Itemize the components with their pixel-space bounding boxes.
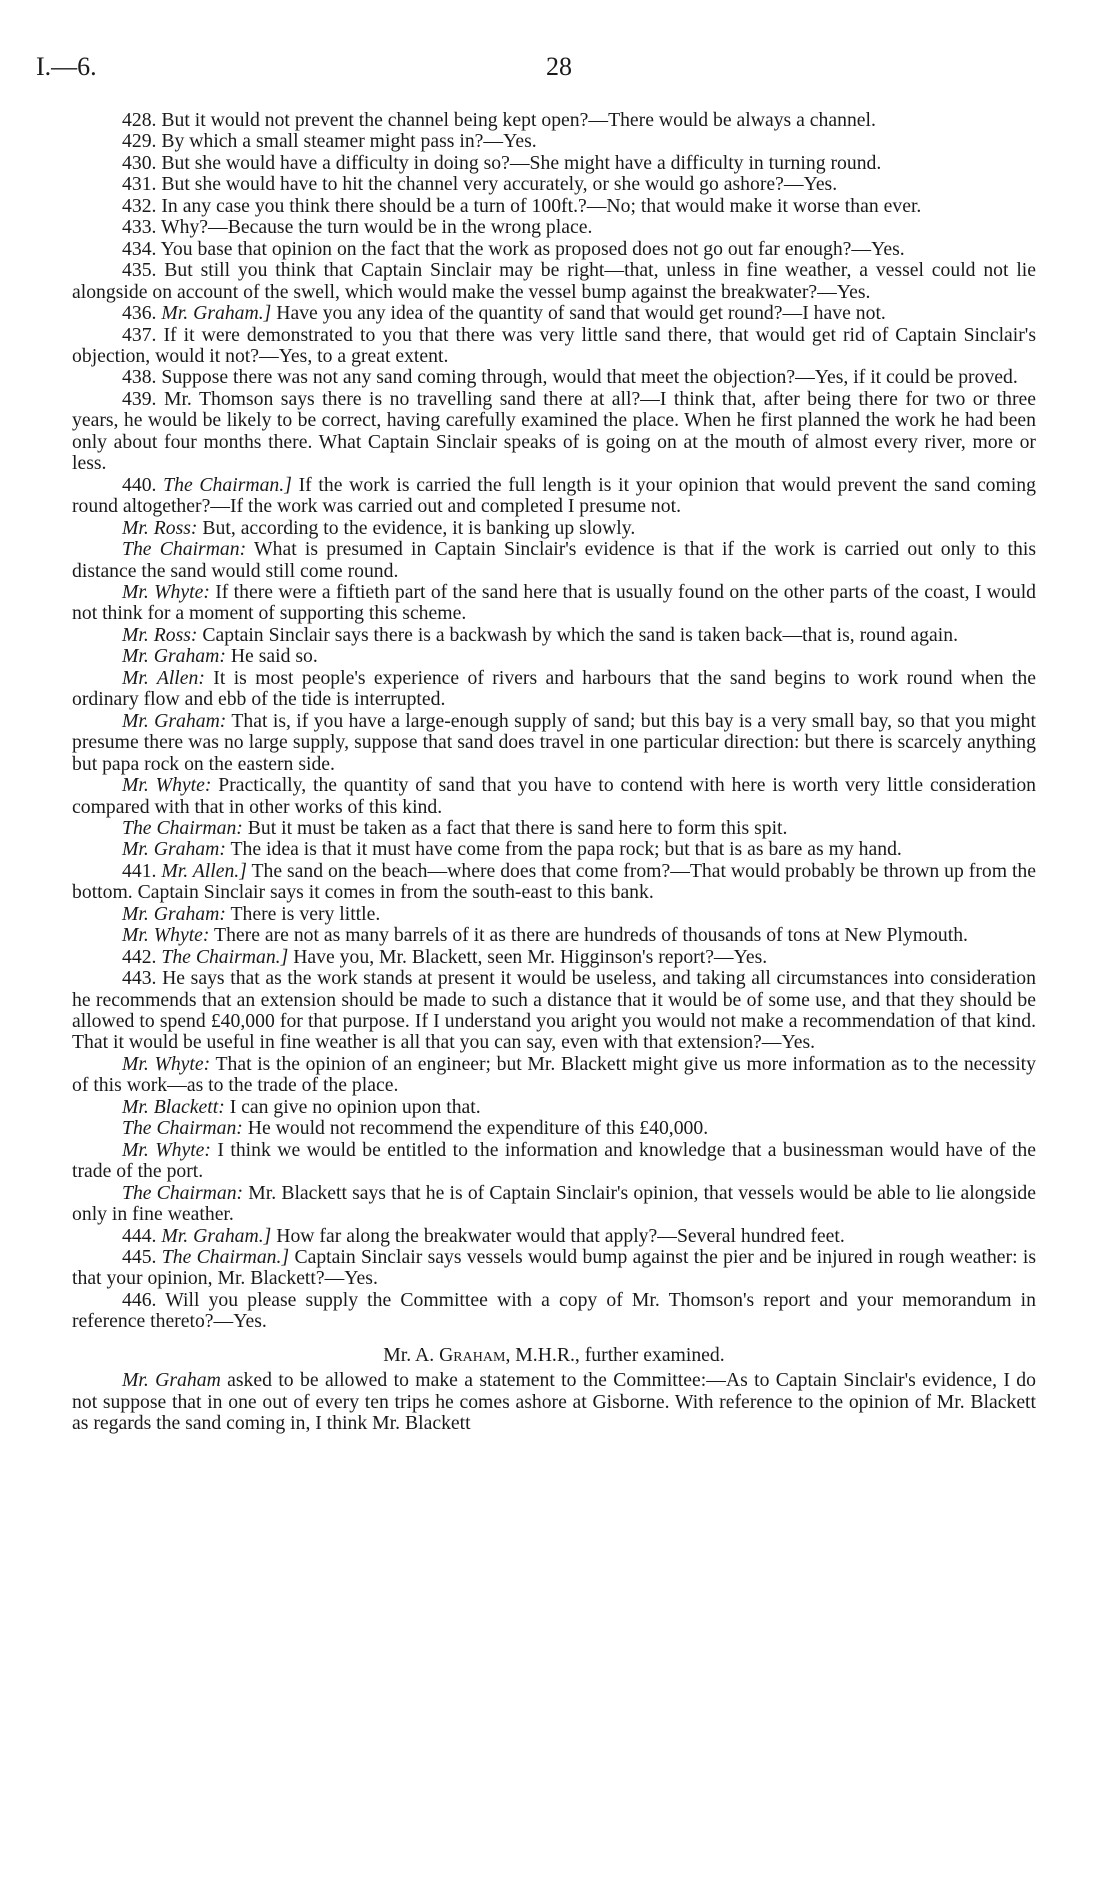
paragraph-text: If there were a fiftieth part of the sand here that is usually found on the other parts of the coast, I would not think for a moment of supporting this scheme. [72,580,1037,625]
paragraph-text: But it would not prevent the channel being kept open?—There would be always a channel. [161,109,876,131]
question-number: 441. [122,859,157,882]
question-number: 443. [122,967,157,990]
speaker-label: Mr. Ross: [122,623,198,646]
question-number: 444. [122,1224,157,1247]
paragraph-text: In any case you think there should be a turn of 100ft.?—No; that would make it worse than ever. [161,194,922,217]
closing-paragraph [72,1370,1036,1434]
speaker-label: Mr. Graham: [122,838,226,861]
paragraph-text: That is the opinion of an engineer; but Mr. Blackett might give us more information as to the necessity of this work—as to the trade of the place. [72,1052,1036,1097]
paragraph-text: Why?—Because the turn would be in the wrong place. [161,216,593,239]
page-number: 28 [546,52,572,81]
evidence-paragraph [72,539,1036,582]
paragraph-text: Captain Sinclair says vessels would bump against the pier and be injured in rough weather: is that your opinion, Mr. Blackett?—Yes. [72,1246,1037,1290]
paragraph-text: There is very little. [230,902,381,925]
question-number: 428. [122,109,157,131]
evidence-paragraph [72,1247,1036,1290]
speaker-label: Mr. Blackett: [122,1095,225,1118]
question-number: 446. [122,1288,157,1311]
paragraph-text: That is, if you have a large-enough supply of sand; but this bay is a very small bay, so that you might presume there was no large supply, suppose that sand does travel in one particular direction: but there is scarcely anything but papa rock on the eastern side. [72,709,1036,775]
paragraph-text: Suppose there was not any sand coming through, would that meet the objection?—Yes, if it could be proved. [161,366,1018,389]
paragraph-text: Practically, the quantity of sand that you have to contend with here is worth very little consideration compared with that in other works of this kind. [72,774,1037,818]
evidence-paragraph [72,1097,1036,1118]
evidence-paragraph [72,839,1036,860]
paragraph-text: What is presumed in Captain Sinclair's evidence is that if the work is carried out only to this distance the sand would still come round. [72,538,1036,582]
evidence-paragraph [72,1054,1036,1097]
speaker-label: Mr. Whyte: [122,1052,211,1075]
speaker-label: Mr. Whyte: [122,580,210,603]
question-number: 439. [122,387,157,410]
speaker-label: The Chairman: [122,1117,243,1140]
speaker-label: Mr. Graham [122,1369,221,1392]
paragraph-text: asked to be allowed to make a statement to the Committee:—As to Captain Sinclair's evidence, I do not suppose that in one out of every ten trips he comes ashore at Gisborne. With reference to the opinion of Mr. Blackett as regards the sand coming in, I think Mr. Blackett [72,1369,1036,1435]
speaker-label: The Chairman: [122,1181,244,1204]
paragraph-text: But she would have a difficulty in doing so?—She might have a difficulty in turning round. [161,151,882,174]
evidence-paragraph [72,174,1036,195]
evidence-paragraph [72,925,1036,946]
paragraph-text: Captain Sinclair says there is a backwash by which the sand is taken back—that is, round again. [202,623,958,646]
paragraph-text: I think we would be entitled to the information and knowledge that a businessman would have of the trade of the port. [72,1138,1037,1183]
evidence-paragraph [72,1140,1036,1183]
document-code: I.—6. [36,52,97,81]
evidence-paragraph [72,711,1036,775]
evidence-paragraph [72,625,1036,646]
evidence-paragraph [72,775,1036,818]
evidence-paragraph [72,1290,1036,1333]
speaker-label: Mr. Ross: [122,516,198,539]
speaker-label: The Chairman.] [163,473,292,496]
evidence-paragraph [72,260,1036,303]
page-body [72,110,1036,1435]
speaker-label: Mr. Graham: [122,645,226,668]
question-number: 433. [122,216,157,239]
evidence-paragraph [72,518,1036,539]
paragraph-text: But still you think that Captain Sinclair may be right—that, unless in fine weather, a vessel could not lie alongside on account of the swell, which would make the vessel bump against the breakwater?—Yes. [72,259,1037,303]
speaker-label: Mr. Allen: [122,666,205,689]
evidence-paragraphs [72,110,1036,1333]
speaker-label: The Chairman.] [161,1246,290,1269]
speaker-label: Mr. Graham.] [161,1224,272,1247]
page-header [36,44,1070,84]
question-number: 438. [122,366,157,389]
evidence-paragraph [72,153,1036,174]
question-number: 429. [122,130,157,153]
paragraph-text: Mr. Blackett says that he is of Captain Sinclair's opinion, that vessels would be able to lie alongside only in fine weather. [72,1181,1036,1226]
paragraph-text: He says that as the work stands at present it would be useless, and taking all circumstances into consideration he recommends that an extension should be made to such a distance that it would be of some use, and that they should be allowed to spend £40,000 for that purpose. If I understand you aright you would not make a recommendation of that kind. That it would be useful in fine weather is all that you can say, even with that extension?—Yes. [72,967,1036,1054]
paragraph-text: The idea is that it must have come from the papa rock; but that is as bare as my hand. [230,838,902,861]
question-number: 437. [122,323,157,346]
question-number: 440. [122,473,157,496]
evidence-paragraph [72,646,1036,667]
paragraph-text: I can give no opinion upon that. [229,1095,481,1118]
section-heading: Mr. A. Graham, M.H.R., further examined. [383,1343,725,1366]
paragraph-text: By which a small steamer might pass in?—Yes. [161,130,537,153]
speaker-label: Mr. Graham: [122,709,227,732]
question-number: 442. [122,945,157,968]
evidence-paragraph [72,1183,1036,1226]
question-number: 430. [122,151,157,174]
evidence-paragraph [72,367,1036,388]
question-number: 431. [122,173,157,196]
evidence-paragraph [72,196,1036,217]
speaker-label: The Chairman: [122,538,247,561]
evidence-paragraph [72,217,1036,238]
evidence-paragraph [72,303,1036,324]
paragraph-text: You base that opinion on the fact that the work as proposed does not go out far enough?—Yes. [160,237,905,260]
paragraph-text: The sand on the beach—where does that come from?—That would probably be thrown up from the bottom. Captain Sinclair says it comes in from the south-east to this bank. [72,859,1037,904]
question-number: 445. [122,1246,157,1269]
speaker-label: Mr. Graham: [122,902,226,925]
evidence-paragraph [72,131,1036,152]
evidence-paragraph [72,582,1036,625]
paragraph-text: There are not as many barrels of it as there are hundreds of thousands of tons at New Plymouth. [214,924,968,947]
speaker-label: Mr. Whyte: [122,924,210,947]
paragraph-text: If the work is carried the full length is it your opinion that would prevent the sand coming round altogether?—If the work was carried out and completed I presume not. [72,473,1036,518]
question-number: 436. [122,302,157,325]
paragraph-text: How far along the breakwater would that apply?—Several hundred feet. [276,1224,845,1247]
evidence-paragraph [72,968,1036,1054]
question-number: 432. [122,194,157,217]
evidence-paragraph [72,325,1036,368]
paragraph-text: Have you any idea of the quantity of sand that would get round?—I have not. [276,302,886,325]
evidence-paragraph [72,389,1036,475]
paragraph-text: But she would have to hit the channel very accurately, or she would go ashore?—Yes. [161,173,838,196]
paragraph-text: It is most people's experience of rivers and harbours that the sand begins to work round when the ordinary flow and ebb of the tide is interrupted. [72,666,1036,711]
evidence-paragraph [72,668,1036,711]
evidence-paragraph [72,861,1036,904]
witness-name: Graham [439,1343,506,1366]
paragraph-text: Will you please supply the Committee with a copy of Mr. Thomson's report and your memorandum in reference thereto?—Yes. [72,1288,1036,1333]
speaker-label: Mr. Graham.] [161,302,272,325]
paragraph-text: Have you, Mr. Blackett, seen Mr. Higginson's report?—Yes. [293,945,768,968]
speaker-label: Mr. Whyte: [122,1138,211,1161]
paragraph-text: But it must be taken as a fact that there is sand here to form this spit. [247,816,788,839]
evidence-paragraph [72,1118,1036,1139]
evidence-paragraph [72,947,1036,968]
question-number: 435. [122,259,157,282]
speaker-label: Mr. Whyte: [122,774,212,797]
evidence-paragraph [72,904,1036,925]
evidence-paragraph [72,239,1036,260]
speaker-label: The Chairman.] [161,945,289,968]
evidence-paragraph [72,1226,1036,1247]
evidence-paragraph [72,818,1036,839]
speaker-label: Mr. Allen.] [161,859,247,882]
speaker-label: The Chairman: [122,816,243,839]
evidence-paragraph [72,110,1036,131]
paragraph-text: Mr. Thomson says there is no travelling sand there at all?—I think that, after being there for two or three years, he would be likely to be correct, having carefully examined the place. When he first planned the work he had been only about four months there. What Captain Sinclair speaks of is going on at the mouth of almost every river, more or less. [72,387,1037,475]
paragraph-text: If it were demonstrated to you that there was very little sand there, that would get rid of Captain Sinclair's objection, would it not?—Yes, to a great extent. [72,323,1037,367]
paragraph-text: He would not recommend the expenditure of this £40,000. [247,1117,709,1140]
paragraph-text: But, according to the evidence, it is banking up slowly. [202,516,636,539]
evidence-paragraph [72,475,1036,518]
paragraph-text: He said so. [230,645,318,668]
question-number: 434. [122,237,157,260]
